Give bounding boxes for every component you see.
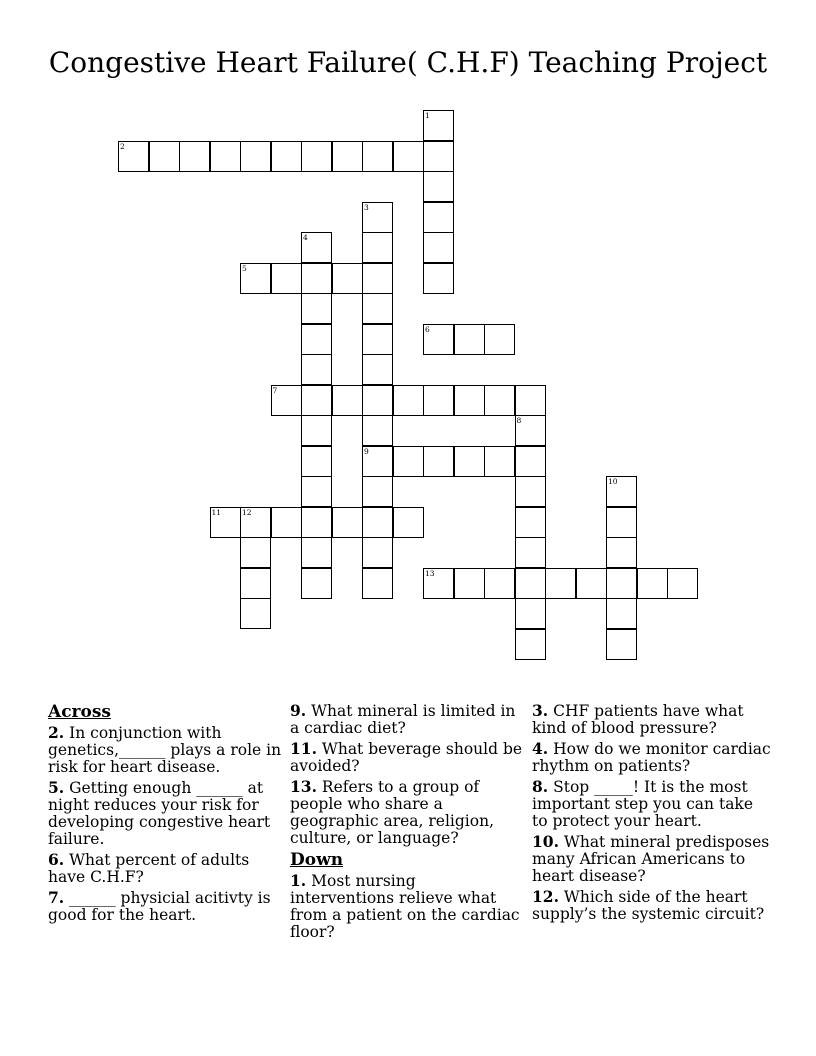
grid-cell[interactable]: [545, 568, 576, 599]
clue-text: Which side of the heart supply’s the systemic circuit?: [532, 888, 765, 923]
grid-cell[interactable]: [301, 232, 332, 263]
grid-cell-number: 4: [303, 233, 308, 242]
grid-cell[interactable]: [332, 141, 363, 172]
clue-across-7: [48, 889, 284, 924]
grid-cell[interactable]: [118, 141, 149, 172]
grid-cell[interactable]: [240, 263, 271, 294]
grid-cell[interactable]: [515, 476, 546, 507]
grid-cell[interactable]: [637, 568, 668, 599]
grid-cell[interactable]: [423, 385, 454, 416]
clue-across-11: [290, 740, 524, 775]
grid-cell-number: 10: [608, 477, 618, 486]
clue-number: 9.: [290, 701, 307, 720]
clue-text: What percent of adults have C.H.F?: [48, 851, 250, 886]
clue-down-4: [532, 740, 772, 775]
grid-cell[interactable]: [301, 537, 332, 568]
clue-number: 2.: [48, 723, 65, 742]
grid-cell[interactable]: [332, 385, 363, 416]
clue-text: What mineral predisposes many African Americans to heart disease?: [532, 833, 770, 885]
clue-across-9: [290, 702, 524, 737]
grid-cell-number: 5: [242, 263, 247, 273]
grid-cell-number: 8: [516, 416, 522, 425]
grid-cell[interactable]: [606, 537, 637, 568]
grid-cell-number: 1: [425, 111, 430, 120]
grid-cell[interactable]: [271, 263, 302, 294]
grid-cell[interactable]: [515, 629, 546, 660]
grid-cell[interactable]: [240, 598, 271, 629]
clues-column-1: [48, 702, 284, 927]
grid-cell[interactable]: [393, 141, 424, 172]
clue-text: What beverage should be avoided?: [290, 740, 523, 775]
grid-cell[interactable]: [271, 141, 302, 172]
grid-cell-number: 2: [120, 141, 125, 151]
grid-cell[interactable]: [454, 385, 485, 416]
grid-cell[interactable]: [362, 537, 393, 568]
clue-number: 3.: [532, 701, 549, 720]
grid-cell[interactable]: [606, 629, 637, 660]
grid-cell[interactable]: [423, 568, 454, 599]
grid-cell[interactable]: [301, 141, 332, 172]
grid-cell[interactable]: [515, 446, 546, 477]
grid-cell[interactable]: [515, 415, 546, 446]
clue-number: 11.: [290, 739, 317, 758]
clues-column-3: [532, 702, 772, 926]
grid-cell[interactable]: [484, 385, 515, 416]
grid-cell[interactable]: [362, 415, 393, 446]
grid-cell[interactable]: [301, 385, 332, 416]
grid-cell[interactable]: [515, 598, 546, 629]
grid-cell[interactable]: [301, 415, 332, 446]
grid-cell[interactable]: [240, 141, 271, 172]
clues-column-2: [290, 702, 524, 944]
clue-down-12: [532, 888, 772, 923]
grid-cell[interactable]: [484, 446, 515, 477]
grid-cell[interactable]: [362, 354, 393, 385]
grid-cell-number: 7: [272, 385, 278, 395]
clue-number: 4.: [532, 739, 549, 758]
grid-cell[interactable]: [484, 568, 515, 599]
grid-cell[interactable]: [301, 507, 332, 538]
grid-cell[interactable]: [271, 507, 302, 538]
page-title: Congestive Heart Failure( C.H.F) Teaching Project: [48, 46, 768, 79]
grid-cell[interactable]: [240, 568, 271, 599]
grid-cell[interactable]: [454, 324, 485, 355]
grid-cell[interactable]: [362, 568, 393, 599]
clue-text: Getting enough ______ at night reduces your risk for developing congestive heart failure.: [48, 779, 271, 848]
down-heading: Down: [290, 850, 344, 870]
clue-number: 7.: [48, 888, 65, 907]
clue-across-13: [290, 778, 524, 847]
clue-text: Most nursing interventions relieve what from a patient on the cardiac floor?: [290, 872, 520, 941]
grid-cell[interactable]: [149, 141, 180, 172]
grid-cell-number: 6: [425, 324, 430, 334]
grid-cell[interactable]: [393, 507, 424, 538]
grid-cell-number: 9: [364, 446, 369, 456]
grid-cell[interactable]: [301, 354, 332, 385]
grid-cell-number: 11: [211, 507, 222, 517]
grid-cell[interactable]: [362, 476, 393, 507]
grid-cell[interactable]: [240, 507, 271, 538]
clue-text: CHF patients have what kind of blood pressure?: [532, 702, 744, 737]
clue-across-5: [48, 779, 284, 848]
grid-cell[interactable]: [423, 141, 454, 172]
grid-cell[interactable]: [606, 476, 637, 507]
grid-cell[interactable]: [301, 293, 332, 324]
grid-cell-number: 3: [364, 202, 369, 212]
clue-number: 5.: [48, 778, 65, 797]
clue-number: 1.: [290, 871, 307, 890]
clue-across-2: [48, 724, 284, 776]
grid-cell[interactable]: [362, 141, 393, 172]
grid-cell[interactable]: [301, 324, 332, 355]
clue-text: In conjunction with genetics,______ plays a role in risk for heart disease.: [48, 724, 282, 776]
across-heading: Across: [48, 702, 111, 722]
clue-down-3: [532, 702, 772, 737]
grid-cell[interactable]: [667, 568, 698, 599]
grid-cell[interactable]: [301, 476, 332, 507]
clue-down-1: [290, 872, 524, 941]
clue-across-6: [48, 851, 284, 886]
grid-cell[interactable]: [210, 507, 241, 538]
grid-cell[interactable]: [362, 263, 393, 294]
grid-cell[interactable]: [332, 507, 363, 538]
grid-cell-number: 12: [242, 507, 252, 517]
clue-down-8: [532, 778, 772, 830]
grid-cell[interactable]: [179, 141, 210, 172]
grid-cell[interactable]: [362, 202, 393, 233]
grid-cell[interactable]: [332, 263, 363, 294]
clue-text: Stop _____! It is the most important step you can take to protect your heart.: [532, 778, 753, 830]
grid-cell[interactable]: [606, 507, 637, 538]
clue-text: How do we monitor cardiac rhythm on patients?: [532, 740, 771, 775]
grid-cell[interactable]: [210, 141, 241, 172]
grid-cell[interactable]: [423, 110, 454, 141]
grid-cell[interactable]: [515, 568, 546, 599]
grid-cell[interactable]: [362, 324, 393, 355]
grid-cell-number: 13: [425, 568, 435, 578]
grid-cell[interactable]: [393, 446, 424, 477]
grid-cell[interactable]: [484, 324, 515, 355]
grid-cell[interactable]: [362, 446, 393, 477]
grid-cell[interactable]: [423, 446, 454, 477]
clue-text: ______ physicial acitivty is good for the heart.: [48, 889, 271, 924]
clue-number: 12.: [532, 887, 559, 906]
grid-cell[interactable]: [423, 263, 454, 294]
clue-down-10: [532, 833, 772, 885]
clue-number: 13.: [290, 777, 317, 796]
grid-cell[interactable]: [362, 293, 393, 324]
grid-cell[interactable]: [423, 324, 454, 355]
clue-number: 10.: [532, 832, 559, 851]
grid-cell[interactable]: [515, 507, 546, 538]
grid-cell[interactable]: [423, 232, 454, 263]
grid-cell[interactable]: [362, 385, 393, 416]
clue-number: 8.: [532, 777, 549, 796]
grid-cell[interactable]: [454, 568, 485, 599]
grid-cell[interactable]: [576, 568, 607, 599]
grid-cell[interactable]: [515, 537, 546, 568]
clue-number: 6.: [48, 850, 65, 869]
clue-text: What mineral is limited in a cardiac diet?: [290, 702, 516, 737]
grid-cell[interactable]: [423, 202, 454, 233]
grid-cell[interactable]: [423, 171, 454, 202]
grid-cell[interactable]: [606, 598, 637, 629]
grid-cell[interactable]: [393, 385, 424, 416]
grid-cell[interactable]: [240, 537, 271, 568]
grid-cell[interactable]: [301, 263, 332, 294]
grid-cell[interactable]: [271, 385, 302, 416]
grid-cell[interactable]: [454, 446, 485, 477]
grid-cell[interactable]: [606, 568, 637, 599]
clue-text: Refers to a group of people who share a geographic area, religion, culture, or language?: [290, 778, 495, 847]
grid-cell[interactable]: [301, 568, 332, 599]
grid-cell[interactable]: [301, 446, 332, 477]
grid-cell[interactable]: [362, 232, 393, 263]
grid-cell[interactable]: [362, 507, 393, 538]
grid-cell[interactable]: [515, 385, 546, 416]
